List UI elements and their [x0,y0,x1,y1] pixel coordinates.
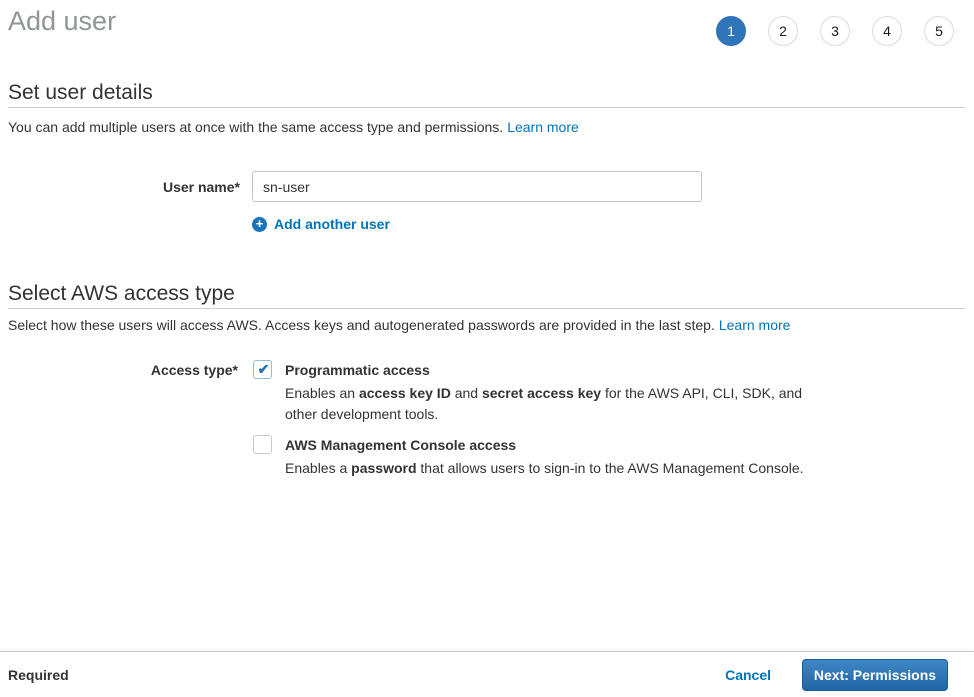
username-input[interactable] [252,171,702,202]
access-type-label: Access type* [150,362,238,378]
step-3: 3 [820,16,850,46]
add-another-user-button[interactable] [252,216,390,232]
step-4: 4 [872,16,902,46]
programmatic-access-option-label[interactable]: Programmatic access [285,362,430,378]
console-desc-bold-password: password [351,460,417,476]
access-type-description-text: Select how these users will access AWS. Access keys and autogenerated passwords are provided in the last step. [8,317,715,333]
console-access-option-description [285,458,905,479]
plus-circle-icon: + [252,217,267,232]
user-details-description [8,119,579,135]
programmatic-desc-bold-access-key-id: access key ID [358,385,451,401]
footer-bar [0,651,974,697]
step-2: 2 [768,16,798,46]
programmatic-desc-bold-secret-access-key: secret access key [481,385,602,401]
user-details-learn-more-link[interactable]: Learn more [507,119,579,135]
programmatic-access-checkbox[interactable] [253,360,272,379]
access-type-learn-more-link[interactable]: Learn more [718,317,791,333]
cancel-button[interactable]: Cancel [725,666,771,683]
username-label: User name* [162,179,240,195]
step-1: 1 [716,16,746,46]
console-access-option-label[interactable]: AWS Management Console access [285,437,517,453]
select-access-type-title: Select AWS access type [8,282,235,305]
step-indicator [716,16,954,46]
section-set-user-details [8,81,965,108]
step-5: 5 [924,16,954,46]
add-another-user-label: Add another user [274,216,390,232]
set-user-details-title: Set user details [8,81,153,104]
programmatic-desc-mid: and [450,385,482,401]
programmatic-desc-pre: Enables an [285,385,359,401]
console-access-checkbox[interactable] [253,435,272,454]
programmatic-access-option-description [285,383,815,425]
required-note: Required [8,666,69,683]
console-desc-pre: Enables a [285,460,352,476]
user-details-description-text: You can add multiple users at once with the same access type and permissions. [8,119,504,135]
check-icon: ✔ [257,361,270,377]
programmatic-desc-post: for the AWS API, CLI, SDK, and other development tools. [285,385,803,422]
console-desc-post: that allows users to sign-in to the AWS Management Console. [416,460,804,476]
section-select-access-type [8,282,965,309]
page-title: Add user [8,6,117,36]
access-type-description [8,317,790,333]
next-permissions-button[interactable]: Next: Permissions [802,659,948,691]
